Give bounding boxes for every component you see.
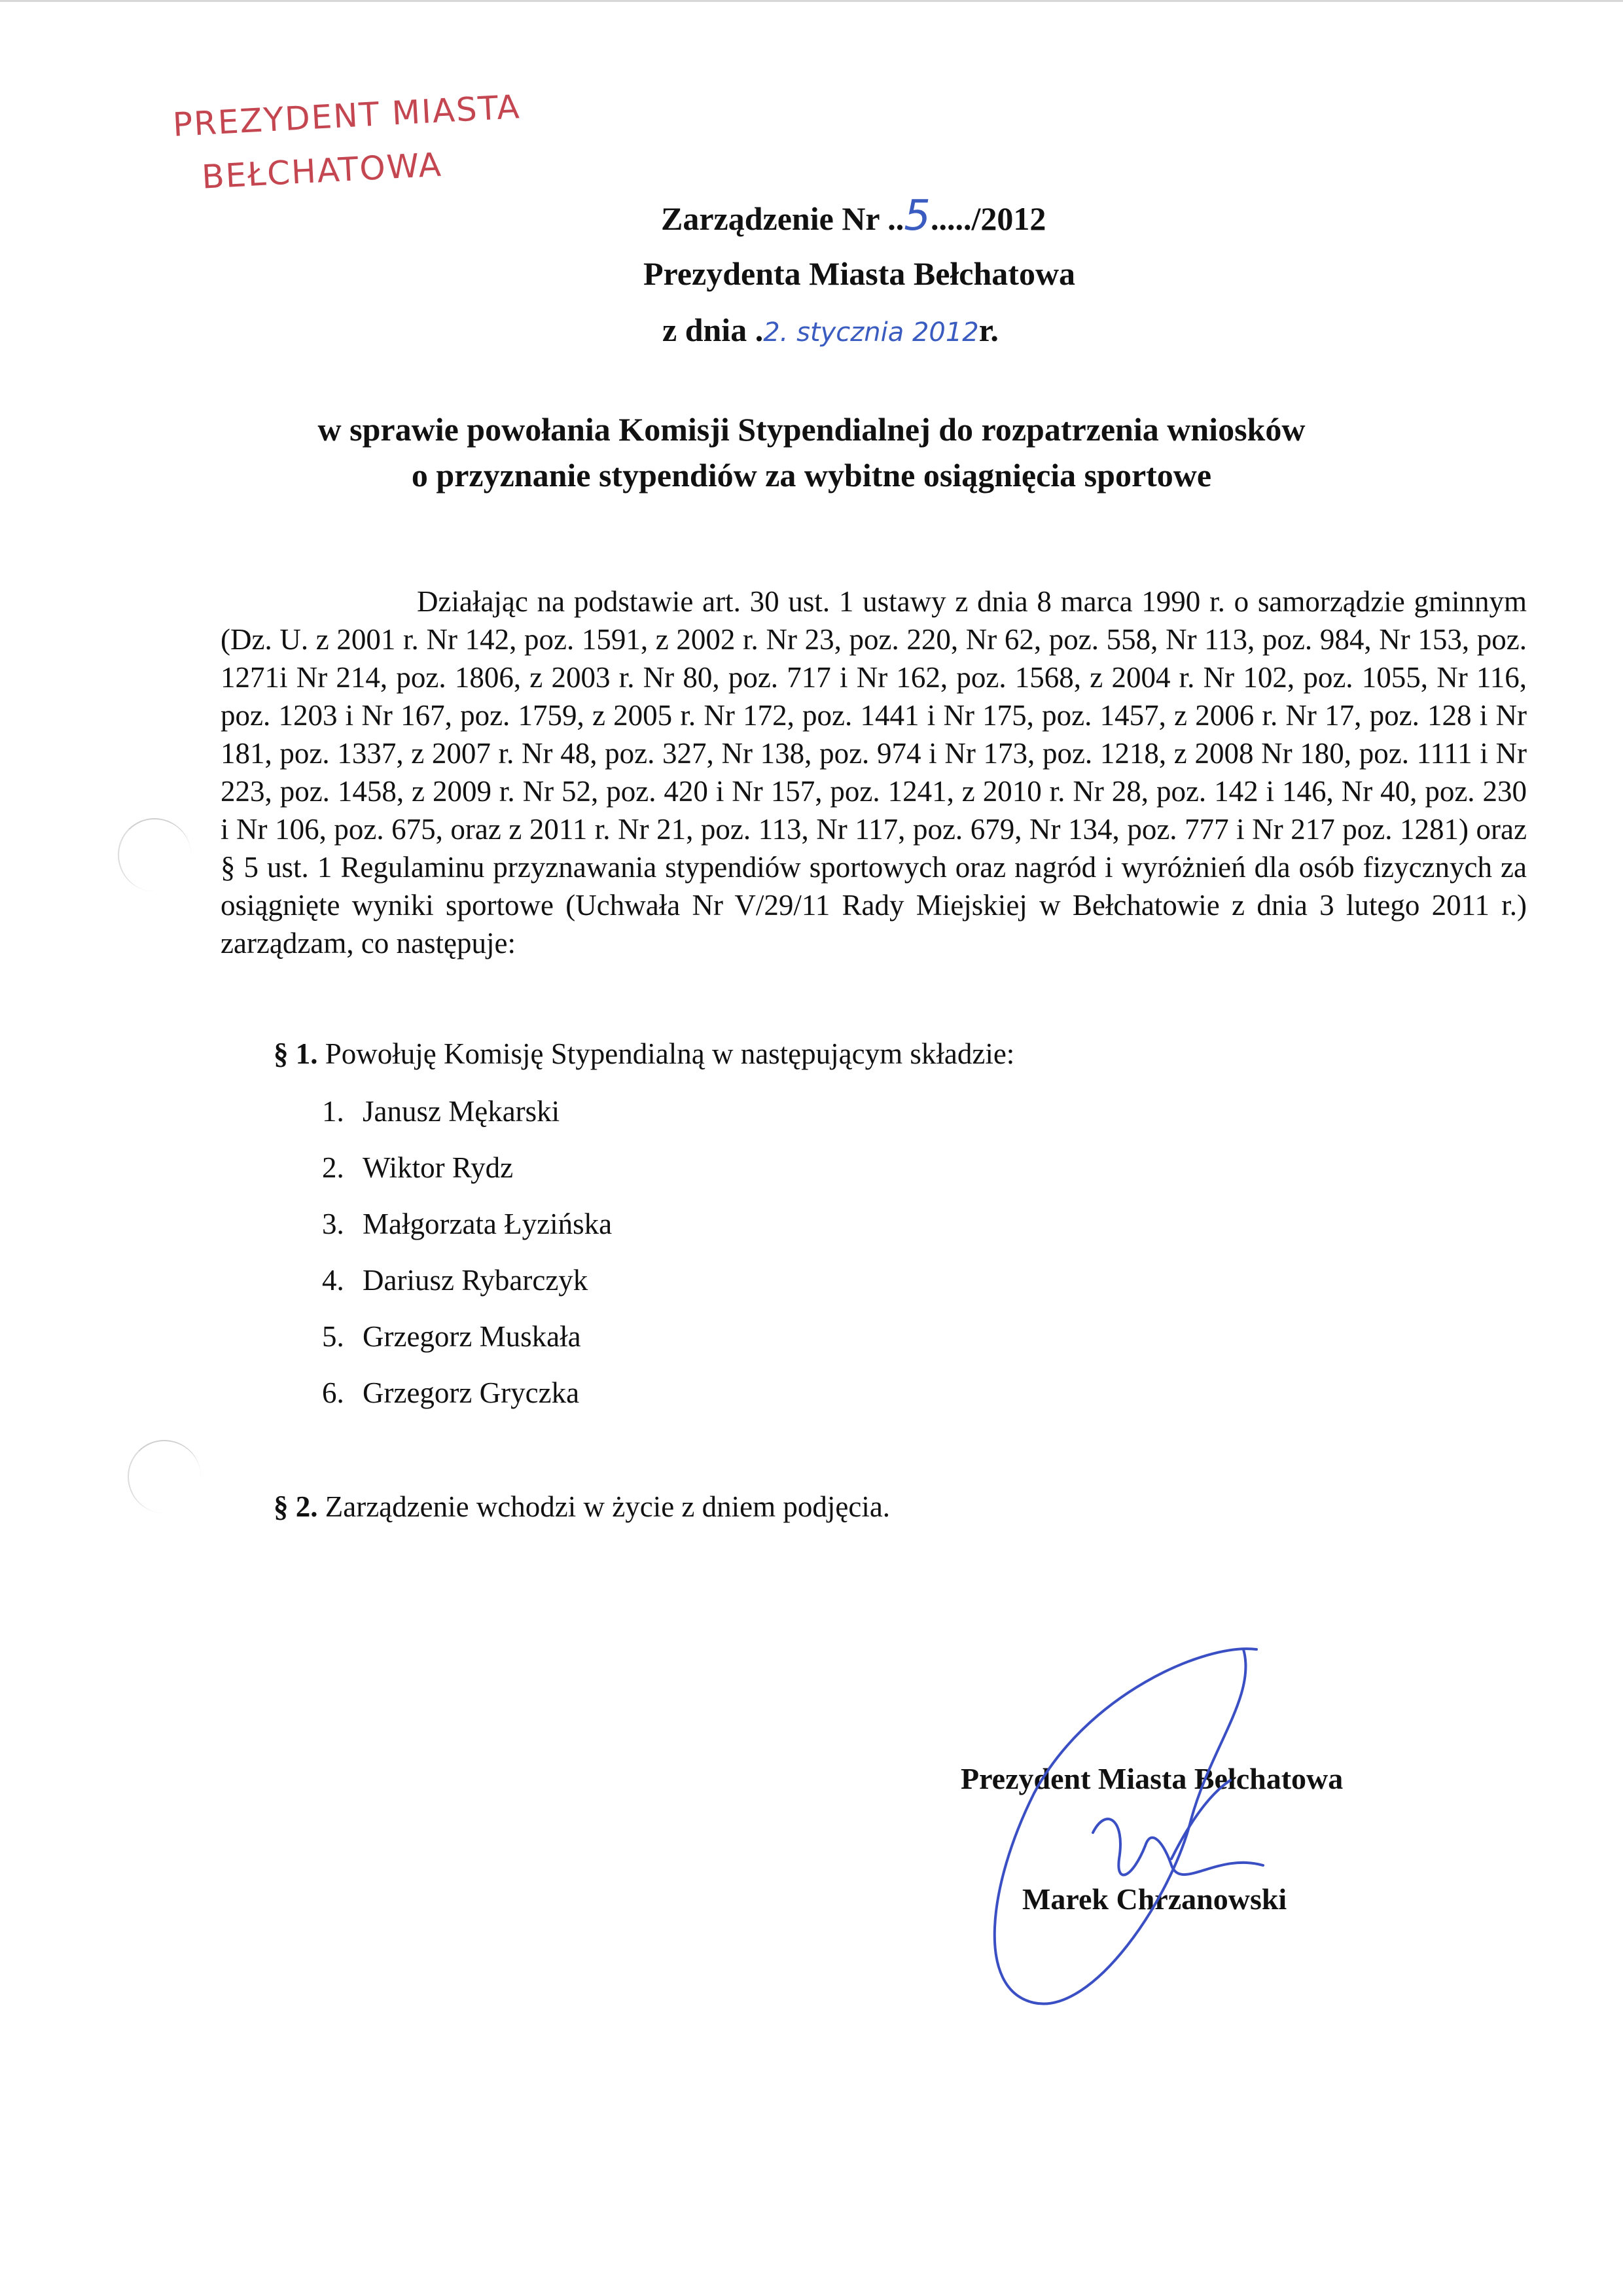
list-item — [322, 1252, 612, 1308]
member-number: 4. — [322, 1264, 344, 1297]
member-name: Dariusz Rybarczyk — [363, 1264, 588, 1297]
legal-basis-paragraph — [221, 583, 1527, 962]
section-1 — [274, 1034, 1014, 1073]
punch-hole-mark — [118, 818, 191, 891]
list-item — [322, 1139, 612, 1196]
date-line — [662, 310, 999, 352]
ordinance-number-suffix: ...../2012 — [930, 200, 1046, 237]
section-2 — [274, 1487, 890, 1526]
stamp-line-1: PREZYDENT MIASTA — [171, 88, 522, 144]
date-prefix: z dnia . — [662, 312, 764, 348]
list-item — [322, 1365, 612, 1421]
issuer-line: Prezydenta Miasta Bełchatowa — [643, 255, 1076, 292]
member-name: Janusz Mękarski — [363, 1095, 560, 1128]
signature-stroke-loop — [995, 1649, 1257, 2003]
section-2-text: Zarządzenie wchodzi w życie z dniem podjęcia. — [325, 1490, 891, 1523]
signatory-name: Marek Chrzanowski — [1022, 1882, 1287, 1916]
section-2-mark: § 2. — [274, 1490, 318, 1523]
ordinance-number — [661, 192, 1046, 240]
punch-hole-mark — [128, 1440, 201, 1513]
member-name: Grzegorz Gryczka — [363, 1376, 580, 1409]
handwritten-number: 5 — [904, 192, 931, 240]
subject-title-line-1: w sprawie powołania Komisji Stypendialnej do rozpatrzenia wniosków — [317, 411, 1306, 448]
member-name: Grzegorz Muskała — [363, 1320, 581, 1353]
stamp-line-2: BEŁCHATOWA — [200, 145, 444, 196]
list-item — [322, 1196, 612, 1252]
subject-title-line-2: o przyznanie stypendiów za wybitne osiągnięcia sportowe — [411, 457, 1212, 493]
date-suffix: r. — [978, 312, 999, 348]
scan-edge — [0, 0, 1623, 2]
member-number: 2. — [322, 1151, 344, 1184]
member-number: 1. — [322, 1095, 344, 1128]
member-number: 5. — [322, 1320, 344, 1353]
handwritten-date: 2. stycznia 2012 — [763, 317, 979, 348]
member-name: Wiktor Rydz — [363, 1151, 514, 1184]
commission-members-list — [322, 1083, 612, 1421]
ordinance-number-prefix: Zarządzenie Nr .. — [661, 200, 904, 237]
handwritten-signature — [955, 1623, 1348, 2081]
signatory-title: Prezydent Miasta Bełchatowa — [961, 1762, 1344, 1795]
legal-basis-text: Działając na podstawie art. 30 ust. 1 ustawy z dnia 8 marca 1990 r. o samorządzie gminnym (Dz. U. z 2001 r. Nr 142, poz. 1591, z 2002 r. Nr 23, poz. 220, Nr 62, poz. 558, Nr 113, poz. 984, Nr 153, poz. 1271i Nr 214, poz. 1806, z 2003 r. Nr 80, poz. 717 i Nr 162, poz. 1568, z 2004 r. Nr 102, poz. 1055, Nr 116, poz. 1203 i Nr 167, poz. 1759, z 2005 r. Nr 172, poz. 1441 i Nr 175, poz. 1457, z 2006 r. Nr 17, poz. 128 i Nr 181, poz. 1337, z 2007 r. Nr 48, poz. 327, Nr 138, poz. 974 i Nr 173, poz. 1218, z 2008 Nr 180, poz. 1111 i Nr 223, poz. 1458, z 2009 r. Nr 52, poz. 420 i Nr 157, poz. 1241, z 2010 r. Nr 28, poz. 142 i 146, Nr 40, poz. 230 i Nr 106, poz. 675, oraz z 2011 r. Nr 21, poz. 113, Nr 117, poz. 679, Nr 134, poz. 777 i Nr 217 poz. 1281) oraz § 5 ust. 1 Regulaminu przyznawania stypendiów sportowych oraz nagród i wyróżnień dla osób fizycznych za osiągnięte wyniki sportowe (Uchwała Nr V/29/11 Rady Miejskiej w Bełchatowie z dnia 3 lutego 2011 r.) zarządzam, co następuje: — [221, 585, 1527, 960]
list-item — [322, 1308, 612, 1365]
member-number: 6. — [322, 1376, 344, 1409]
member-number: 3. — [322, 1208, 344, 1240]
section-1-text: Powołuję Komisję Stypendialną w następującym składzie: — [325, 1037, 1015, 1070]
office-stamp — [171, 82, 522, 206]
member-name: Małgorzata Łyzińska — [363, 1208, 613, 1240]
list-item — [322, 1083, 612, 1139]
section-1-mark: § 1. — [274, 1037, 318, 1070]
